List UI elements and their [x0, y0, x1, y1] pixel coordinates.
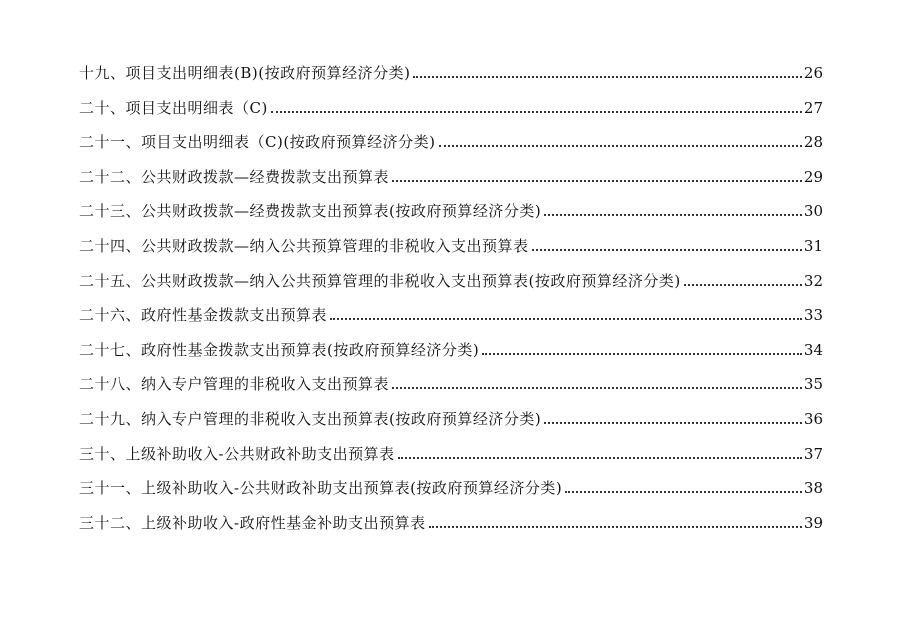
toc-entry[interactable]: [79, 512, 823, 547]
toc-page-number: 28: [803, 133, 823, 152]
toc-page-number: 30: [803, 202, 823, 221]
dot-leader: [398, 457, 802, 459]
toc-page-number: 38: [803, 479, 823, 498]
dot-leader: [271, 111, 802, 113]
dot-leader: [544, 214, 802, 216]
toc-entry[interactable]: [79, 304, 823, 339]
toc-entry-title: 十九、项目支出明细表(B)(按政府预算经济分类): [79, 64, 411, 82]
dot-leader: [439, 145, 802, 147]
toc-page-number: 36: [803, 409, 823, 428]
toc-entry-title: 二十九、纳入专户管理的非税收入支出预算表(按政府预算经济分类): [79, 409, 542, 428]
toc-entry-title: 二十二、公共财政拨款—经费拨款支出预算表: [79, 167, 390, 186]
toc-entry[interactable]: [79, 235, 823, 270]
toc-entry[interactable]: [79, 443, 823, 478]
toc-entry-title: 三十二、上级补助收入-政府性基金补助支出预算表: [79, 513, 426, 532]
toc-entry[interactable]: [79, 62, 823, 97]
dot-leader: [392, 180, 802, 182]
dot-leader: [330, 318, 802, 320]
dot-leader: [429, 526, 802, 528]
toc-entry-title: 三十、上级补助收入-公共财政补助支出预算表: [79, 444, 395, 463]
toc-entry-title: 二十七、政府性基金拨款支出预算表(按政府预算经济分类): [79, 340, 480, 359]
toc-entry[interactable]: [79, 200, 823, 235]
toc-entry[interactable]: [79, 408, 823, 443]
dot-leader: [532, 249, 802, 251]
toc-page-number: 29: [803, 167, 823, 186]
toc-entry-title: 三十一、上级补助收入-公共财政补助支出预算表(按政府预算经济分类): [79, 479, 563, 498]
toc-page-number: 33: [803, 306, 823, 325]
toc-entry-title: 二十、项目支出明细表（C): [79, 98, 268, 117]
toc-entry-title: 二十六、政府性基金拨款支出预算表: [79, 306, 328, 325]
toc-entry-title: 二十一、项目支出明细表（C)(按政府预算经济分类): [79, 133, 436, 152]
toc-entry[interactable]: [79, 131, 823, 166]
toc-entry[interactable]: [79, 477, 823, 512]
dot-leader: [413, 76, 801, 78]
toc-page-number: 32: [803, 271, 823, 290]
toc-page-number: 34: [803, 340, 823, 359]
dot-leader: [482, 353, 802, 355]
toc-entry[interactable]: [79, 97, 823, 132]
toc-entry[interactable]: [79, 166, 823, 201]
toc-entry-title: 二十四、公共财政拨款—纳入公共预算管理的非税收入支出预算表: [79, 236, 529, 255]
dot-leader: [565, 491, 802, 493]
toc-entry[interactable]: [79, 270, 823, 305]
toc-entry[interactable]: [79, 339, 823, 374]
toc-entry-title: 二十三、公共财政拨款—经费拨款支出预算表(按政府预算经济分类): [79, 202, 542, 221]
toc-entry[interactable]: [79, 373, 823, 408]
toc-page-number: 35: [803, 375, 823, 394]
dot-leader: [544, 422, 802, 424]
toc-entry-title: 二十八、纳入专户管理的非税收入支出预算表: [79, 375, 390, 394]
toc-page-number: 31: [803, 236, 823, 255]
dot-leader: [392, 387, 802, 389]
dot-leader: [684, 284, 802, 286]
toc-entry-title: 二十五、公共财政拨款—纳入公共预算管理的非税收入支出预算表(按政府预算经济分类): [79, 271, 681, 290]
toc-page-number: 39: [803, 513, 823, 532]
toc-page-number: 27: [803, 98, 823, 117]
toc-page-number: 37: [803, 444, 823, 463]
toc-page-number: 26: [803, 64, 823, 82]
table-of-contents: [79, 62, 823, 546]
